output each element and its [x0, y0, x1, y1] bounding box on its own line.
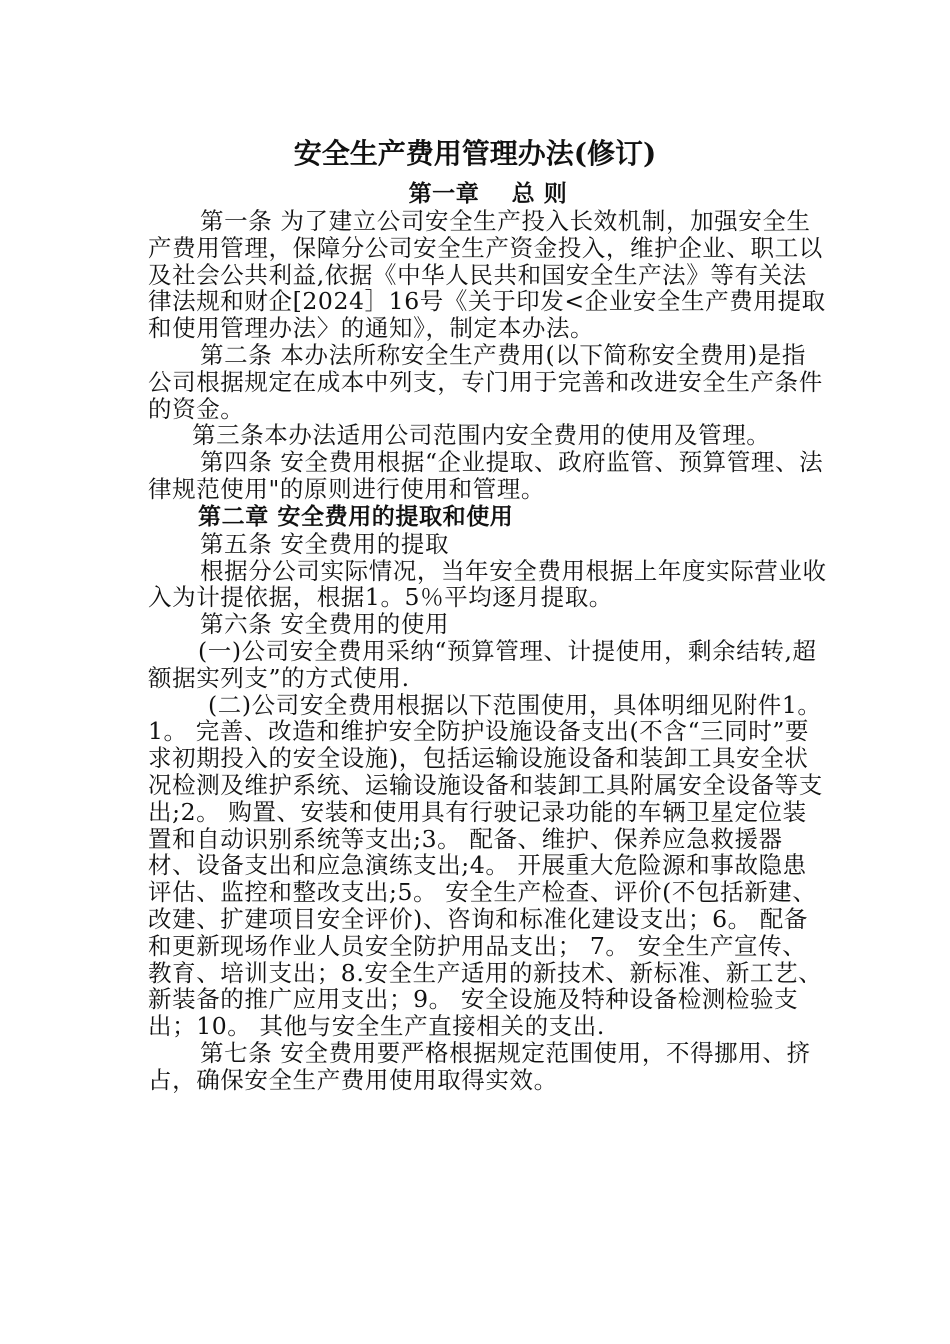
article-7: 第七条 安全费用要严格根据规定范围使用，不得挪用、挤占，确保安全生产费用使用取得实效。	[148, 1038, 811, 1094]
article-6-item-2: (二)公司安全费用根据以下范围使用，具体明细见附件1。1。 完善、改造和维护安全防护设施设备支出(不含“三同时”要求初期投入的安全设施)，包括运输设施设备和装卸工具安全状况检测及维护系统、运输设施设备和装卸工具附属安全设备等支出;2。 购置、安装和使用具有行驶记录功能的车辆卫星定位装置和自动识别系统等支出;3。 配备、维护、保养应急救援器材、设备支出和应急演练支出;4。 开展重大危险源和事故隐患评估、监控和整改支出;5。 安全生产检查、评价(不包括新建、改建、扩建项目安全评价)、咨询和标准化建设支出；6。 配备和更新现场作业人员安全防护用品支出； 7。 安全生产宣传、教育、培训支出；8.安全生产适用的新技术、新标准、新工艺、新装备的推广应用支出；9。 安全设施及特种设备检测检验支出；10。 其他与安全生产直接相关的支出.	[148, 690, 823, 1041]
chapter-1-heading: 第一章 总 则	[408, 181, 568, 207]
article-6-item-1: (一)公司安全费用采纳“预算管理、计提使用，剩余结转,超额据实列支”的方式使用.	[148, 636, 817, 692]
document-body	[148, 180, 828, 1094]
article-5-heading: 第五条 安全费用的提取	[200, 529, 450, 558]
article-5-body: 根据分公司实际情况，当年安全费用根据上年度实际营业收入为计提依据，根据1。5％平均逐月提取。	[148, 556, 827, 612]
article-3: 第三条本办法适用公司范围内安全费用的使用及管理。	[192, 421, 771, 450]
article-6-heading: 第六条 安全费用的使用	[200, 610, 450, 639]
article-2: 第二条 本办法所称安全生产费用(以下简称安全费用)是指公司根据规定在成本中列支，专门用于完善和改进安全生产条件的资金。	[148, 340, 823, 423]
article-4: 第四条 安全费用根据“企业提取、政府监管、预算管理、法律规范使用"的原则进行使用和管理。	[148, 448, 824, 503]
article-1: 第一条 为了建立公司安全生产投入长效机制，加强安全生产费用管理，保障分公司安全生产资金投入，维护企业、职工以及社会公共利益,依据《中华人民共和国安全生产法》等有关法律法规和财企[2024］16号《关于印发<企业安全生产费用提取和使用管理办法〉的通知》，制定本办法。	[148, 207, 826, 343]
chapter-2-heading: 第二章 安全费用的提取和使用	[198, 503, 514, 530]
document-title: 安全生产费用管理办法(修订)	[293, 137, 657, 170]
